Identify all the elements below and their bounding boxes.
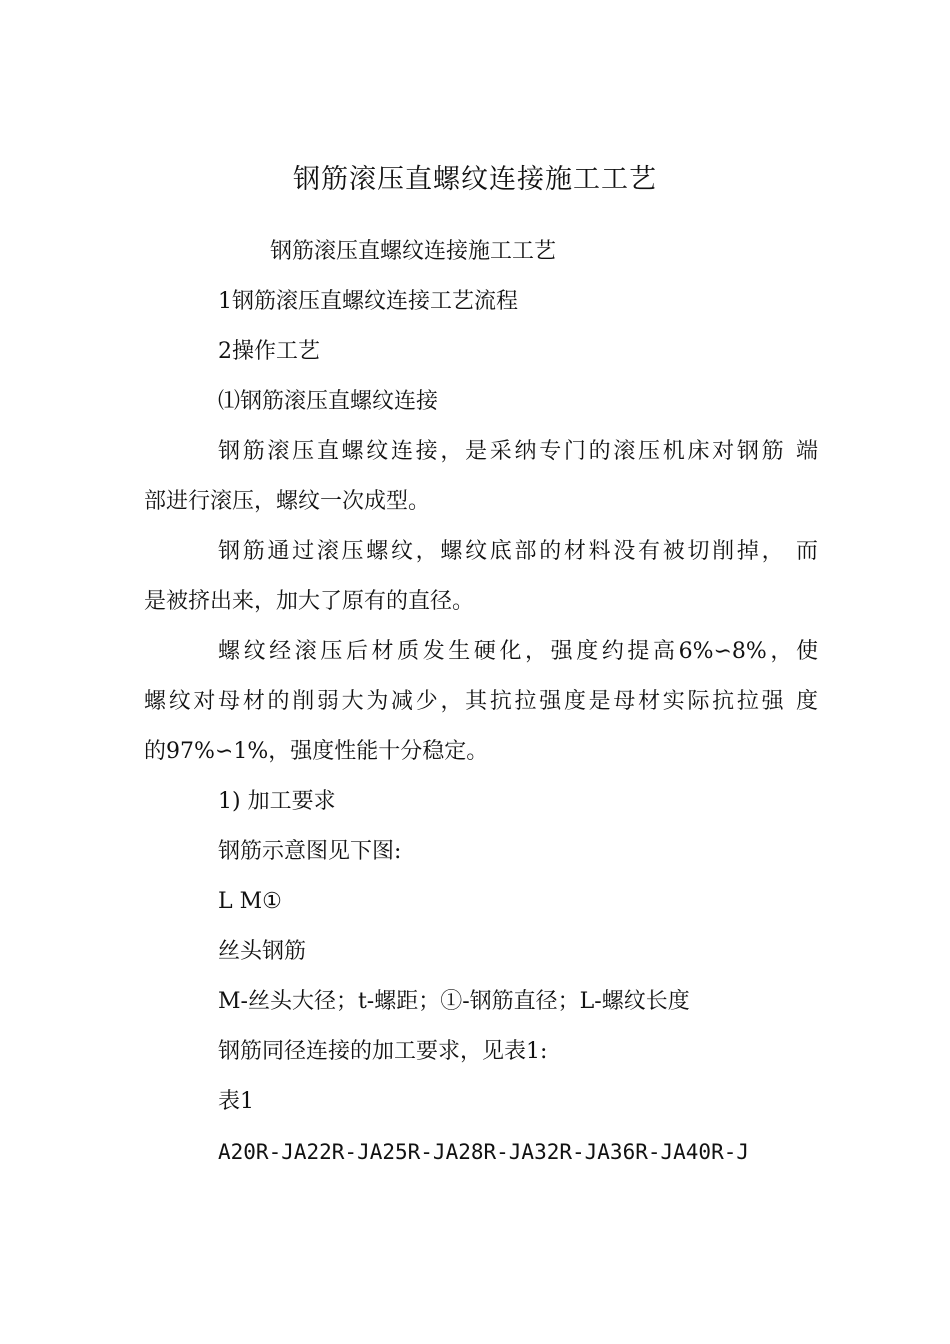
paragraph-line: 钢筋示意图见下图:	[218, 839, 402, 864]
table-header-row: A20R-JA22R-JA25R-JA28R-JA32R-JA36R-JA40R-J	[218, 1140, 750, 1164]
subsection-heading: 1) 加工要求	[218, 789, 336, 814]
paragraph-line: 是被挤出来，加大了原有的直径。	[144, 589, 475, 614]
subsection-heading: ⑴钢筋滚压直螺纹连接	[218, 389, 439, 414]
section-heading: 1钢筋滚压直螺纹连接工艺流程	[218, 289, 518, 314]
paragraph-line: 钢筋通过滚压螺纹，螺纹底部的材料没有被切削掉， 而	[218, 539, 818, 564]
document-title: 钢筋滚压直螺纹连接施工工艺	[293, 164, 657, 195]
paragraph-line: 螺纹对母材的削弱大为减少，其抗拉强度是母材实际抗拉强 度	[144, 689, 818, 714]
paragraph-line: 部进行滚压，螺纹一次成型。	[144, 489, 431, 514]
diagram-label: 丝头钢筋	[218, 939, 307, 964]
diagram-label: L M①	[218, 889, 282, 914]
paragraph-line: 钢筋滚压直螺纹连接，是采纳专门的滚压机床对钢筋 端	[218, 439, 818, 464]
legend-line: M-丝头大径；t-螺距；①-钢筋直径；L-螺纹长度	[218, 989, 690, 1014]
paragraph-line: 螺纹经滚压后材质发生硬化，强度约提高6%∽8%，使	[218, 639, 818, 664]
section-heading: 2操作工艺	[218, 339, 320, 364]
paragraph-line: 的97%∽1%，强度性能十分稳定。	[144, 739, 489, 764]
paragraph-line: 钢筋同径连接的加工要求，见表1:	[218, 1039, 548, 1064]
table-caption: 表1	[218, 1089, 254, 1114]
subtitle: 钢筋滚压直螺纹连接施工工艺	[270, 239, 557, 264]
